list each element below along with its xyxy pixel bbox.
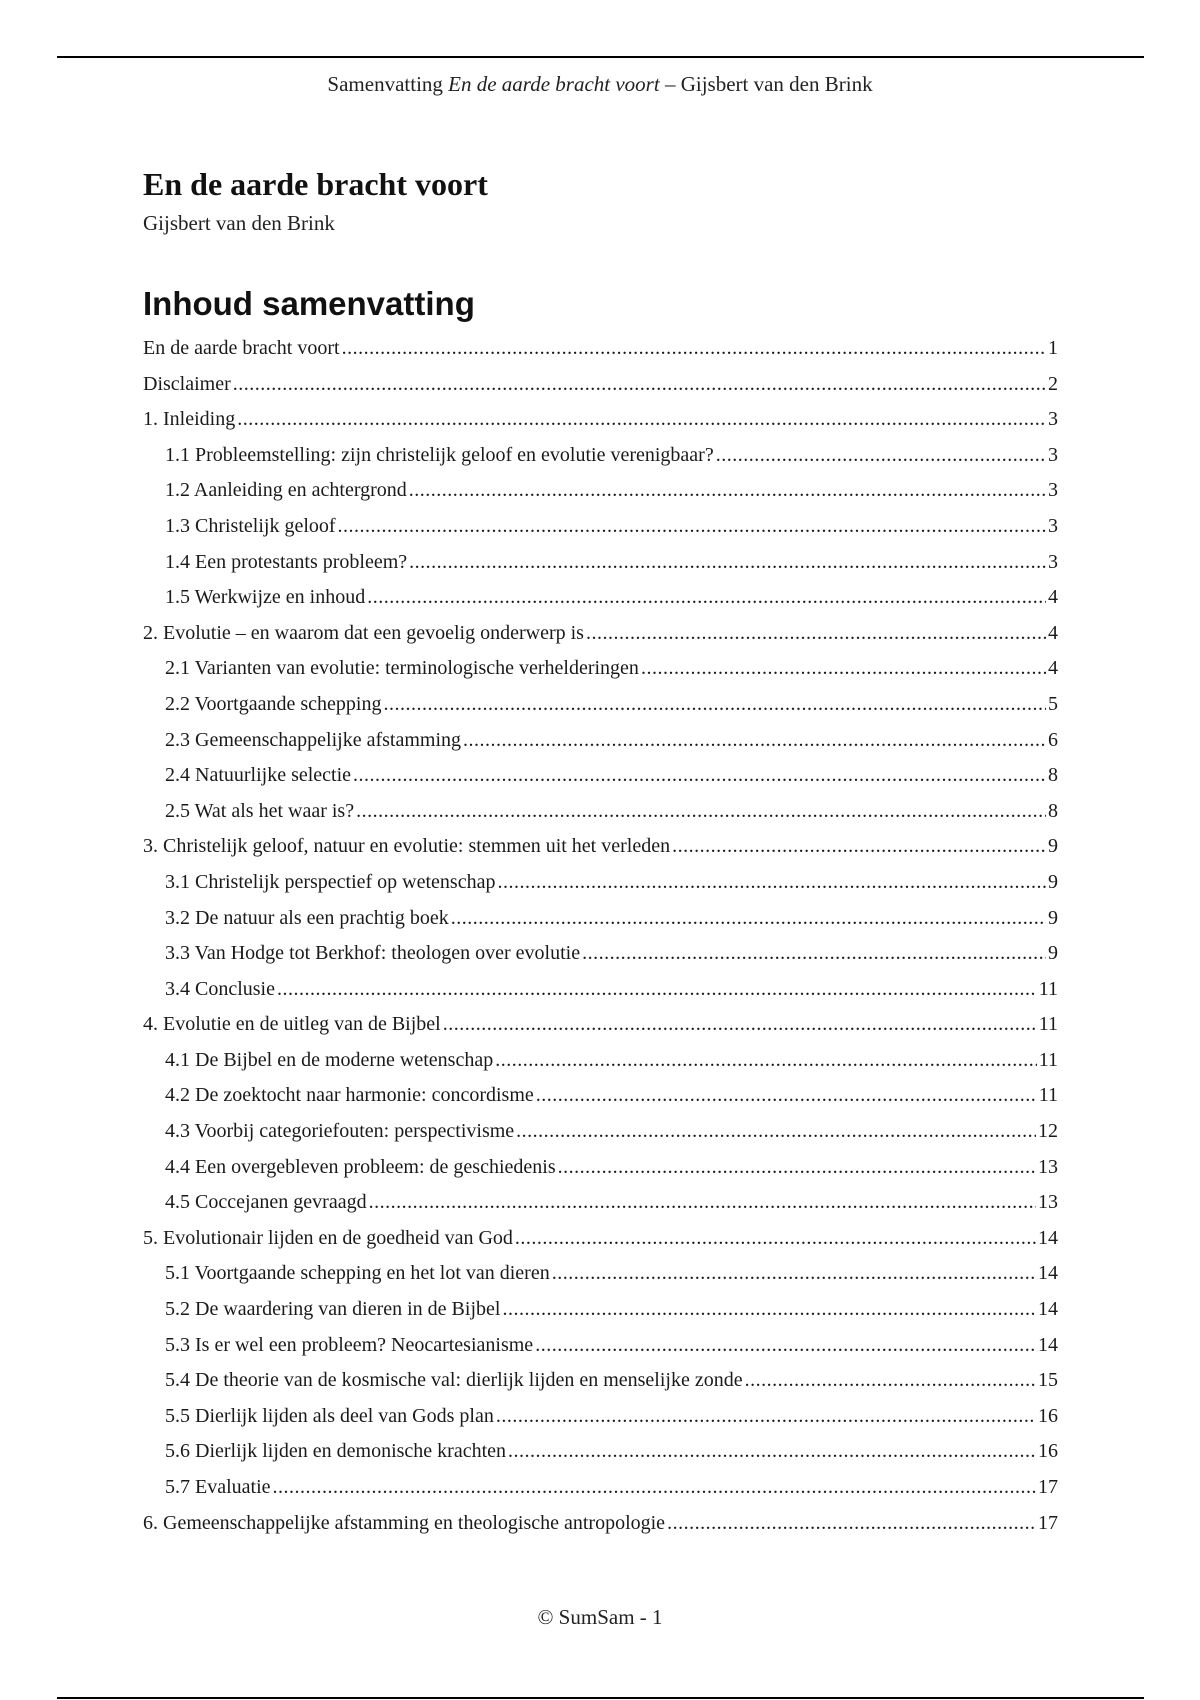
- toc-entry[interactable]: [143, 402, 1058, 438]
- toc-entry[interactable]: [143, 545, 1058, 581]
- toc-dot-leader: [342, 331, 1046, 367]
- toc-entry-page: 13: [1038, 1191, 1058, 1214]
- toc-entry[interactable]: [143, 1470, 1058, 1506]
- toc-dot-leader: [641, 651, 1046, 687]
- document-title: En de aarde bracht voort: [143, 166, 488, 202]
- toc-entry[interactable]: [143, 1150, 1058, 1186]
- toc-entry-title: 2.1 Varianten van evolutie: terminologische verhelderingen: [165, 657, 639, 680]
- toc-entry-page: 4: [1048, 657, 1058, 680]
- toc-entry[interactable]: [143, 473, 1058, 509]
- toc-entry[interactable]: [143, 901, 1058, 937]
- toc-entry-page: 9: [1048, 906, 1058, 929]
- toc-entry-title: 5.1 Voortgaande schepping en het lot van dieren: [165, 1262, 550, 1285]
- toc-entry-page: 6: [1048, 728, 1058, 751]
- toc-entry-title: 4.1 De Bijbel en de moderne wetenschap: [165, 1048, 494, 1071]
- toc-entry[interactable]: [143, 1043, 1058, 1079]
- toc-entry-page: 11: [1038, 1013, 1058, 1036]
- toc-entry[interactable]: [143, 1506, 1058, 1542]
- toc-dot-leader: [558, 1150, 1036, 1186]
- toc-entry-page: 11: [1038, 1048, 1058, 1071]
- toc-entry[interactable]: [143, 794, 1058, 830]
- toc-entry-page: 14: [1038, 1298, 1058, 1321]
- toc-entry-page: 4: [1048, 621, 1058, 644]
- toc-heading: Inhoud samenvatting: [143, 285, 475, 322]
- toc-entry[interactable]: [143, 1292, 1058, 1328]
- toc-dot-leader: [502, 1292, 1036, 1328]
- toc-entry-page: 5: [1048, 692, 1058, 715]
- toc-entry[interactable]: [143, 1256, 1058, 1292]
- toc-entry[interactable]: [143, 723, 1058, 759]
- toc-entry-page: 3: [1048, 479, 1058, 502]
- toc-entry-page: 13: [1038, 1155, 1058, 1178]
- toc-entry-page: 14: [1038, 1226, 1058, 1249]
- toc-dot-leader: [443, 1007, 1037, 1043]
- toc-dot-leader: [716, 438, 1046, 474]
- toc-dot-leader: [451, 901, 1046, 937]
- toc-entry-page: 4: [1048, 586, 1058, 609]
- toc-entry[interactable]: [143, 865, 1058, 901]
- toc-dot-leader: [667, 1506, 1036, 1542]
- running-header: [0, 70, 1200, 98]
- toc-dot-leader: [516, 1114, 1036, 1150]
- toc-entry-page: 16: [1038, 1440, 1058, 1463]
- toc-entry-page: 8: [1048, 799, 1058, 822]
- toc-dot-leader: [508, 1434, 1036, 1470]
- running-header-suffix: – Gijsbert van den Brink: [664, 72, 873, 96]
- toc-entry-page: 16: [1038, 1404, 1058, 1427]
- toc-entry[interactable]: [143, 438, 1058, 474]
- toc-entry[interactable]: [143, 1399, 1058, 1435]
- toc-dot-leader: [463, 723, 1046, 759]
- toc-dot-leader: [353, 758, 1046, 794]
- toc-entry-title: 2.5 Wat als het waar is?: [165, 799, 355, 822]
- toc-entry-title: 5.4 De theorie van de kosmische val: dierlijk lijden en menselijke zonde: [165, 1369, 743, 1392]
- toc-dot-leader: [535, 1328, 1036, 1364]
- toc-entry[interactable]: [143, 616, 1058, 652]
- toc-entry-page: 1: [1048, 337, 1058, 359]
- toc-entry[interactable]: [143, 367, 1058, 403]
- toc-entry-title: 4.5 Coccejanen gevraagd: [165, 1191, 367, 1214]
- toc-entry[interactable]: [143, 1078, 1058, 1114]
- toc-dot-leader: [369, 1185, 1036, 1221]
- toc-entry-title: 3.1 Christelijk perspectief op wetenschap: [165, 870, 496, 893]
- toc-entry-page: 8: [1048, 764, 1058, 787]
- toc-entry[interactable]: [143, 1328, 1058, 1364]
- toc-entry-page: 3: [1048, 443, 1058, 466]
- toc-entry-page: 15: [1038, 1369, 1058, 1392]
- toc-entry-page: 9: [1048, 835, 1058, 858]
- toc-dot-leader: [745, 1363, 1036, 1399]
- toc-entry-title: 4.2 De zoektocht naar harmonie: concordisme: [165, 1084, 534, 1107]
- toc-entry[interactable]: [143, 687, 1058, 723]
- toc-entry-title: 3.4 Conclusie: [165, 977, 275, 1000]
- toc-entry-title: 1.5 Werkwijze en inhoud: [165, 586, 366, 609]
- running-header-prefix: Samenvatting: [327, 72, 443, 96]
- footer-rule: [57, 1697, 1144, 1699]
- page-footer: © SumSam - 1: [537, 1605, 663, 1629]
- toc-entry[interactable]: [143, 1221, 1058, 1257]
- toc-entry-page: 11: [1038, 977, 1058, 1000]
- toc-entry-title: 3.3 Van Hodge tot Berkhof: theologen over evolutie: [165, 942, 581, 965]
- toc-entry-page: 17: [1038, 1511, 1058, 1534]
- toc-entry[interactable]: [143, 1363, 1058, 1399]
- toc-dot-leader: [356, 794, 1046, 830]
- toc-dot-leader: [409, 545, 1046, 581]
- toc-dot-leader: [496, 1399, 1036, 1435]
- toc-dot-leader: [552, 1256, 1036, 1292]
- toc-entry-page: 3: [1048, 514, 1058, 537]
- toc-dot-leader: [495, 1043, 1037, 1079]
- document-author: Gijsbert van den Brink: [143, 211, 335, 235]
- toc-dot-leader: [338, 509, 1046, 545]
- toc-entry-page: 3: [1048, 550, 1058, 573]
- toc-dot-leader: [497, 865, 1046, 901]
- toc-dot-leader: [672, 829, 1046, 865]
- toc-entry[interactable]: [143, 1114, 1058, 1150]
- header-rule: [57, 56, 1144, 58]
- toc-entry-title: 2.4 Natuurlijke selectie: [165, 764, 352, 787]
- toc-entry-page: 17: [1038, 1476, 1058, 1498]
- toc-entry[interactable]: [143, 580, 1058, 616]
- toc-entry-page: 14: [1038, 1262, 1058, 1285]
- toc-entry-title: 5.6 Dierlijk lijden en demonische krachten: [165, 1440, 507, 1463]
- toc-entry-page: 9: [1048, 942, 1058, 965]
- toc-entry-title: 2. Evolutie – en waarom dat een gevoelig onderwerp is: [143, 621, 584, 644]
- toc-dot-leader: [582, 936, 1046, 972]
- toc-entry-title: 4.4 Een overgebleven probleem: de geschiedenis: [165, 1155, 556, 1178]
- toc-dot-leader: [536, 1078, 1037, 1114]
- toc-entry-page: 12: [1038, 1120, 1058, 1143]
- toc-entry[interactable]: [143, 509, 1058, 545]
- toc-entry[interactable]: [143, 829, 1058, 865]
- toc-entry-page: 11: [1038, 1084, 1058, 1107]
- toc-dot-leader: [409, 473, 1046, 509]
- toc-dot-leader: [277, 972, 1037, 1008]
- toc-entry[interactable]: [143, 331, 1058, 367]
- toc-entry[interactable]: [143, 936, 1058, 972]
- toc-dot-leader: [515, 1221, 1036, 1257]
- toc-entry-title: En de aarde bracht voort: [143, 337, 340, 359]
- toc-entry-page: 2: [1048, 372, 1058, 395]
- toc-entry-title: 4. Evolutie en de uitleg van de Bijbel: [143, 1013, 441, 1036]
- toc-entry-title: 3.2 De natuur als een prachtig boek: [165, 906, 449, 929]
- toc-dot-leader: [273, 1470, 1036, 1506]
- toc-entry-page: 9: [1048, 870, 1058, 893]
- table-of-contents: [143, 331, 1058, 1541]
- toc-entry-title: 5.5 Dierlijk lijden als deel van Gods plan: [165, 1404, 494, 1427]
- toc-entry-title: 5. Evolutionair lijden en de goedheid van God: [143, 1226, 513, 1249]
- toc-dot-leader: [367, 580, 1046, 616]
- toc-entry[interactable]: [143, 1007, 1058, 1043]
- toc-dot-leader: [586, 616, 1046, 652]
- toc-entry[interactable]: [143, 651, 1058, 687]
- toc-entry-title: 2.3 Gemeenschappelijke afstamming: [165, 728, 462, 751]
- toc-entry-title: 1.4 Een protestants probleem?: [165, 550, 408, 573]
- toc-entry[interactable]: [143, 1185, 1058, 1221]
- toc-entry[interactable]: [143, 1434, 1058, 1470]
- toc-entry-title: 1.1 Probleemstelling: zijn christelijk geloof en evolutie verenigbaar?: [165, 443, 714, 466]
- toc-entry-title: 5.7 Evaluatie: [165, 1476, 271, 1498]
- toc-entry-title: 6. Gemeenschappelijke afstamming en theologische antropologie: [143, 1511, 666, 1534]
- toc-entry[interactable]: [143, 972, 1058, 1008]
- toc-entry-title: 2.2 Voortgaande schepping: [165, 692, 382, 715]
- toc-entry-title: 3. Christelijk geloof, natuur en evolutie: stemmen uit het verleden: [143, 835, 671, 858]
- toc-dot-leader: [233, 367, 1046, 403]
- toc-entry-title: 1.2 Aanleiding en achtergrond: [165, 479, 407, 502]
- toc-entry-title: 1. Inleiding: [143, 408, 236, 431]
- running-header-book-title: En de aarde bracht voort: [448, 72, 660, 96]
- toc-dot-leader: [237, 402, 1046, 438]
- toc-entry-title: 5.2 De waardering van dieren in de Bijbel: [165, 1298, 501, 1321]
- toc-dot-leader: [383, 687, 1046, 723]
- toc-entry-title: Disclaimer: [143, 372, 231, 395]
- toc-entry-page: 14: [1038, 1333, 1058, 1356]
- toc-entry-title: 5.3 Is er wel een probleem? Neocartesianisme: [165, 1333, 534, 1356]
- toc-entry-page: 3: [1048, 408, 1058, 431]
- toc-entry[interactable]: [143, 758, 1058, 794]
- toc-entry-title: 4.3 Voorbij categoriefouten: perspectivisme: [165, 1120, 515, 1143]
- toc-entry-title: 1.3 Christelijk geloof: [165, 514, 336, 537]
